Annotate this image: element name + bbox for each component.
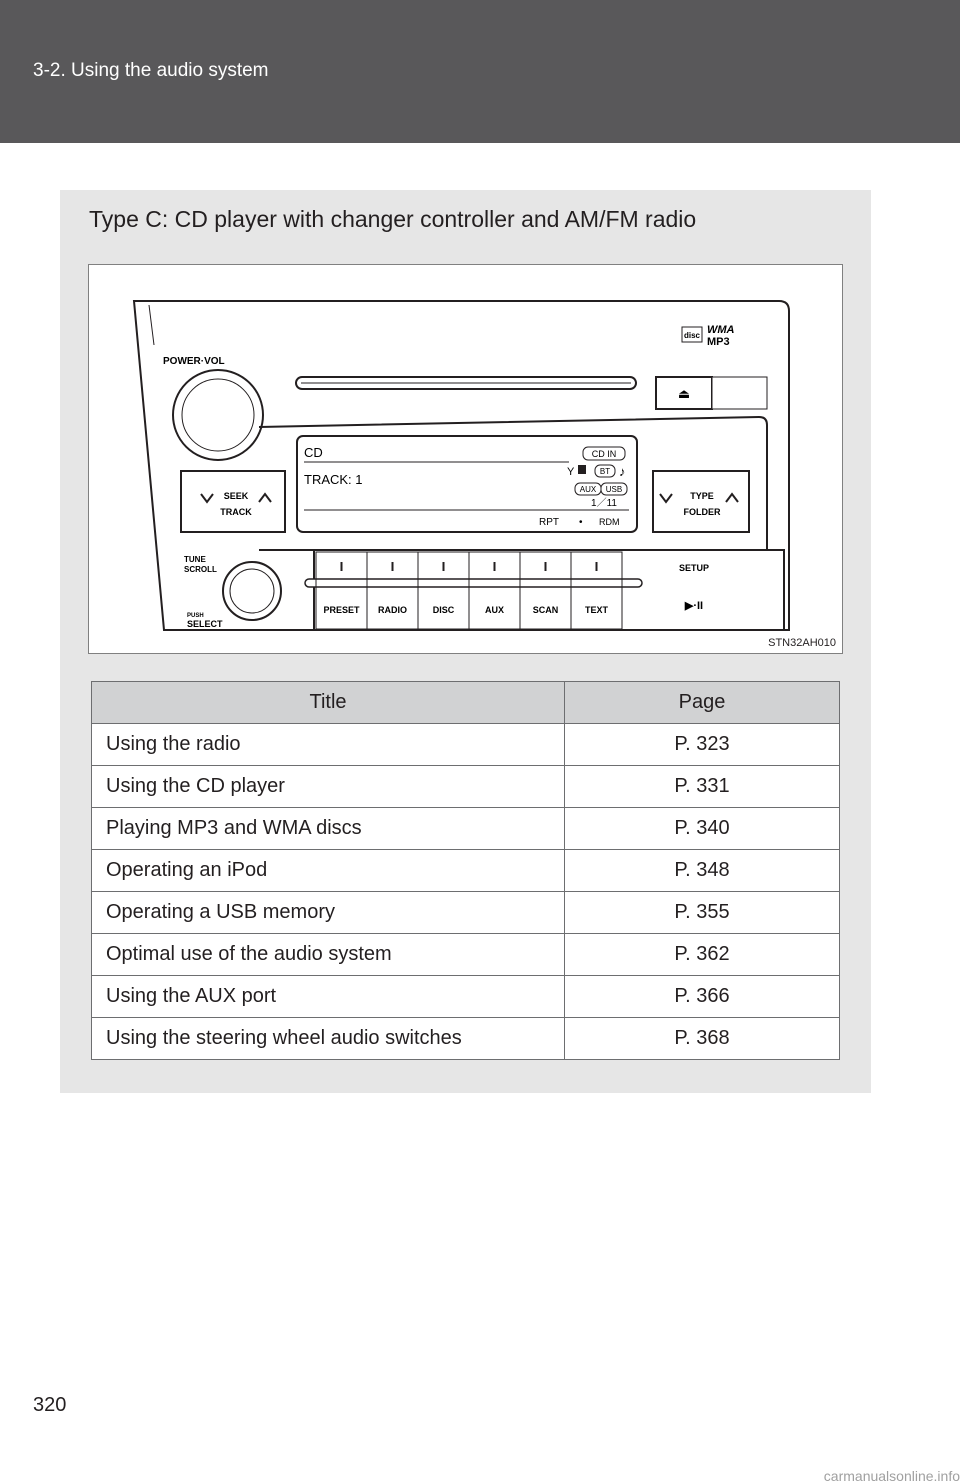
preset-button-label: RADIO <box>378 605 407 615</box>
table-row[interactable] <box>92 850 840 892</box>
section-title: 3-2. Using the audio system <box>33 60 269 81</box>
table-row[interactable] <box>92 766 840 808</box>
watermark: carmanualsonline.info <box>823 1468 960 1484</box>
table-row[interactable] <box>92 808 840 850</box>
usb-indicator: USB <box>605 485 623 494</box>
table-row[interactable] <box>92 724 840 766</box>
eject-icon: ⏏ <box>677 386 691 401</box>
rpt-indicator: RPT <box>539 517 559 528</box>
type-label: TYPE <box>690 491 714 501</box>
content-panel <box>60 190 871 1093</box>
row-title: Using the AUX port <box>92 976 565 1018</box>
mp3-logo: MP3 <box>707 336 730 348</box>
row-title: Using the steering wheel audio switches <box>92 1018 565 1060</box>
seek-track-button <box>181 471 285 532</box>
audio-unit-illustration <box>89 265 842 653</box>
panel-title: Type C: CD player with changer controller and AM/FM radio <box>89 206 697 232</box>
preset-button-label: AUX <box>484 605 505 615</box>
seek-label: SEEK <box>223 491 249 501</box>
tune-label: TUNE <box>184 555 206 564</box>
page-number: 320 <box>33 1394 67 1416</box>
scroll-label: SCROLL <box>184 565 217 574</box>
disc-logo-text: disc <box>683 331 701 340</box>
lower-slot <box>305 579 642 587</box>
table-row[interactable] <box>92 934 840 976</box>
bt-indicator: BT <box>599 467 611 476</box>
row-page[interactable]: P. 366 <box>565 976 840 1018</box>
row-title: Using the radio <box>92 724 565 766</box>
display-track: TRACK: 1 <box>304 472 363 487</box>
push-label: PUSH <box>187 613 204 619</box>
folder-label: FOLDER <box>683 507 721 517</box>
table-row[interactable] <box>92 976 840 1018</box>
play-pause-icon: ▶·II <box>684 600 704 612</box>
reference-table <box>91 681 840 1060</box>
row-title: Optimal use of the audio system <box>92 934 565 976</box>
cd-slot <box>296 377 636 389</box>
select-label: SELECT <box>187 619 223 629</box>
disc-counter: 1／11 <box>591 498 617 509</box>
audio-unit-figure <box>88 264 843 654</box>
signal-icon: Y <box>567 466 575 478</box>
aux-indicator: AUX <box>579 485 597 494</box>
page-header <box>0 0 960 143</box>
eject-button <box>656 377 767 409</box>
row-page[interactable]: P. 348 <box>565 850 840 892</box>
row-title: Playing MP3 and WMA discs <box>92 808 565 850</box>
row-page[interactable]: P. 331 <box>565 766 840 808</box>
row-page[interactable]: P. 340 <box>565 808 840 850</box>
rdm-indicator: RDM <box>599 517 620 527</box>
title-column-header: Title <box>92 682 565 724</box>
row-page[interactable]: P. 368 <box>565 1018 840 1060</box>
music-note-icon: ♪ <box>619 464 626 479</box>
row-page[interactable]: P. 355 <box>565 892 840 934</box>
preset-button-label: SCAN <box>532 605 559 615</box>
setup-label: SETUP <box>678 563 710 573</box>
table-row[interactable] <box>92 1018 840 1060</box>
display-source: CD <box>304 445 323 460</box>
power-vol-label: POWER·VOL <box>163 356 225 367</box>
preset-button-label: TEXT <box>584 605 609 615</box>
disc-logo-icon <box>682 327 702 342</box>
row-page[interactable]: P. 362 <box>565 934 840 976</box>
table-row[interactable] <box>92 892 840 934</box>
preset-button-label: DISC <box>432 605 455 615</box>
wma-logo: WMA <box>707 324 735 336</box>
row-title: Operating an iPod <box>92 850 565 892</box>
row-page[interactable]: P. 323 <box>565 724 840 766</box>
track-label: TRACK <box>220 507 252 517</box>
display-screen <box>297 436 637 532</box>
table-header-row <box>92 682 840 724</box>
row-title: Operating a USB memory <box>92 892 565 934</box>
type-folder-button <box>653 471 749 532</box>
page-column-header: Page <box>565 682 840 724</box>
row-title: Using the CD player <box>92 766 565 808</box>
preset-button-label: PRESET <box>323 605 360 615</box>
cd-in-indicator: CD IN <box>591 449 617 459</box>
indicator-dot: • <box>579 517 583 528</box>
figure-code: STN32AH010 <box>768 637 836 649</box>
